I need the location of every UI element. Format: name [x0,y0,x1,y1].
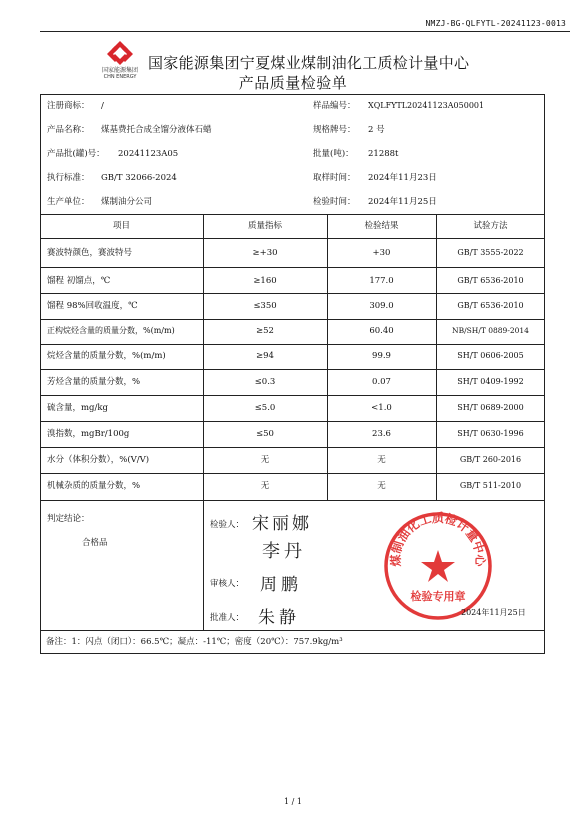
grid-line [40,473,545,474]
grid-line [40,447,545,448]
producer-value: 煤制油分公司 [101,197,153,207]
row-item: 馏程 98%回收温度，℃ [47,301,138,311]
sample-no-label: 样品编号： [313,101,356,111]
grid-line [40,344,545,345]
row-method: NB/SH/T 0889-2014 [452,326,529,335]
product-name-label: 产品名称： [47,125,90,135]
row-method: SH/T 0606-2005 [457,351,524,360]
row-result: 177.0 [369,276,394,286]
row-item: 赛波特颜色，赛波特号 [47,248,133,258]
row-method: GB/T 6536-2010 [457,276,524,285]
grid-line [40,395,545,396]
row-method: GB/T 260-2016 [459,455,522,464]
document-subtitle: 产品质量检验单 [238,74,348,92]
row-item: 芳烃含量的质量分数，% [47,377,141,387]
chn-energy-logo-icon [103,40,137,66]
grid-line [40,238,545,239]
row-method: GB/T 3555-2022 [457,248,524,257]
approver-label: 批准人： [210,613,245,623]
row-result: 99.9 [372,351,391,361]
spec-value: 2 号 [368,125,385,135]
sample-no-value: XQLFYTL20241123A050001 [368,101,485,110]
row-spec: ≤50 [256,429,274,439]
sampling-time-value: 2024年11月23日 [368,173,437,183]
standard-label: 执行标准： [47,173,90,183]
sampling-time-label: 取样时间： [313,173,356,183]
row-method: SH/T 0630-1996 [457,429,524,438]
seal-sub-text: 检验专用章 [410,590,466,603]
row-spec: ≤5.0 [254,403,276,413]
row-spec: ≥94 [256,351,274,361]
batch-value: 20241123A05 [118,149,179,159]
seal-arc-text: 煤制油化工质检计量中心 [388,510,488,567]
row-item: 馏程 初馏点，℃ [47,276,111,286]
page-number: 1 / 1 [284,797,302,806]
row-result: 无 [377,455,386,465]
row-method: GB/T 6536-2010 [457,301,524,310]
row-spec: ≥+30 [252,248,278,258]
approver-signature: 朱静 [258,608,300,628]
grid-line [40,293,545,294]
header-spec: 质量指标 [247,221,282,231]
product-name-value: 煤基费托合成全馏分液体石蜡 [101,125,212,135]
row-spec: ≥160 [253,276,277,286]
header-rule [40,31,570,32]
reg-label: 注册商标： [47,101,90,111]
inspector-signature-1: 宋丽娜 [252,514,312,534]
document-title: 国家能源集团宁夏煤业煤制油化工质检计量中心 [148,54,470,72]
row-method: GB/T 511-2010 [459,481,522,490]
inspection-time-label: 检验时间： [313,197,356,207]
logo-text-en: CHN ENERGY [103,74,137,80]
row-spec: ≤350 [253,301,277,311]
row-result: +30 [372,248,391,258]
grid-line [40,267,545,268]
row-spec: 无 [260,481,270,491]
reviewer-label: 审核人： [210,579,245,589]
row-item: 机械杂质的质量分数，% [47,481,141,491]
quantity-value: 21288t [368,149,399,159]
row-method: SH/T 0689-2000 [457,403,524,412]
logo-text-cn: 国家能源集团 [101,67,138,74]
grid-line [40,369,545,370]
row-item: 正构烷烃含量的质量分数，%(m/m) [47,326,175,335]
grid-line [40,421,545,422]
seal-date: 2024年11月25日 [461,608,526,617]
row-result: 23.6 [372,429,391,439]
inspector-label: 检验人： [210,520,245,530]
row-result: 60.40 [369,326,394,336]
document-number: NMZJ-BG-QLFYTL-20241123-0013 [425,19,566,28]
inspection-time-value: 2024年11月25日 [368,197,437,207]
row-item: 烷烃含量的质量分数，%(m/m) [47,351,166,361]
row-item: 水分（体积分数），%(V/V) [47,455,150,465]
spec-label: 规格牌号： [313,125,356,135]
grid-line [40,630,545,631]
row-result: <1.0 [371,403,392,413]
header-result: 检验结果 [364,221,399,231]
row-item: 硫含量，mg/kg [47,403,108,413]
row-spec: 无 [260,455,270,465]
grid-line [40,214,545,215]
reg-value: / [101,101,104,111]
inspector-signature-2: 李丹 [262,541,306,562]
row-item: 溴指数，mgBr/100g [47,429,130,439]
seal-star-icon [421,550,455,582]
row-spec: ≥52 [256,326,274,336]
producer-label: 生产单位： [47,197,90,207]
row-spec: ≤0.3 [254,377,276,387]
inspection-seal [382,510,494,622]
row-result: 309.0 [369,301,394,311]
grid-line [40,500,545,501]
header-item: 项目 [112,221,130,231]
standard-value: GB/T 32066-2024 [101,173,177,183]
conclusion-value: 合格品 [82,538,108,548]
quantity-label: 批量(吨)： [313,149,354,159]
conclusion-label: 判定结论： [47,514,90,524]
batch-label: 产品批(罐)号： [47,149,105,159]
grid-line [40,319,545,320]
row-result: 无 [377,481,386,491]
remark-text: 备注：1：闪点（闭口）：66.5℃；凝点：-11℃；密度（20℃）：757.9kg/m³ [46,637,343,647]
row-result: 0.07 [372,377,391,387]
row-method: SH/T 0409-1992 [457,377,524,386]
header-method: 试验方法 [473,221,508,231]
reviewer-signature: 周鹏 [260,575,302,595]
